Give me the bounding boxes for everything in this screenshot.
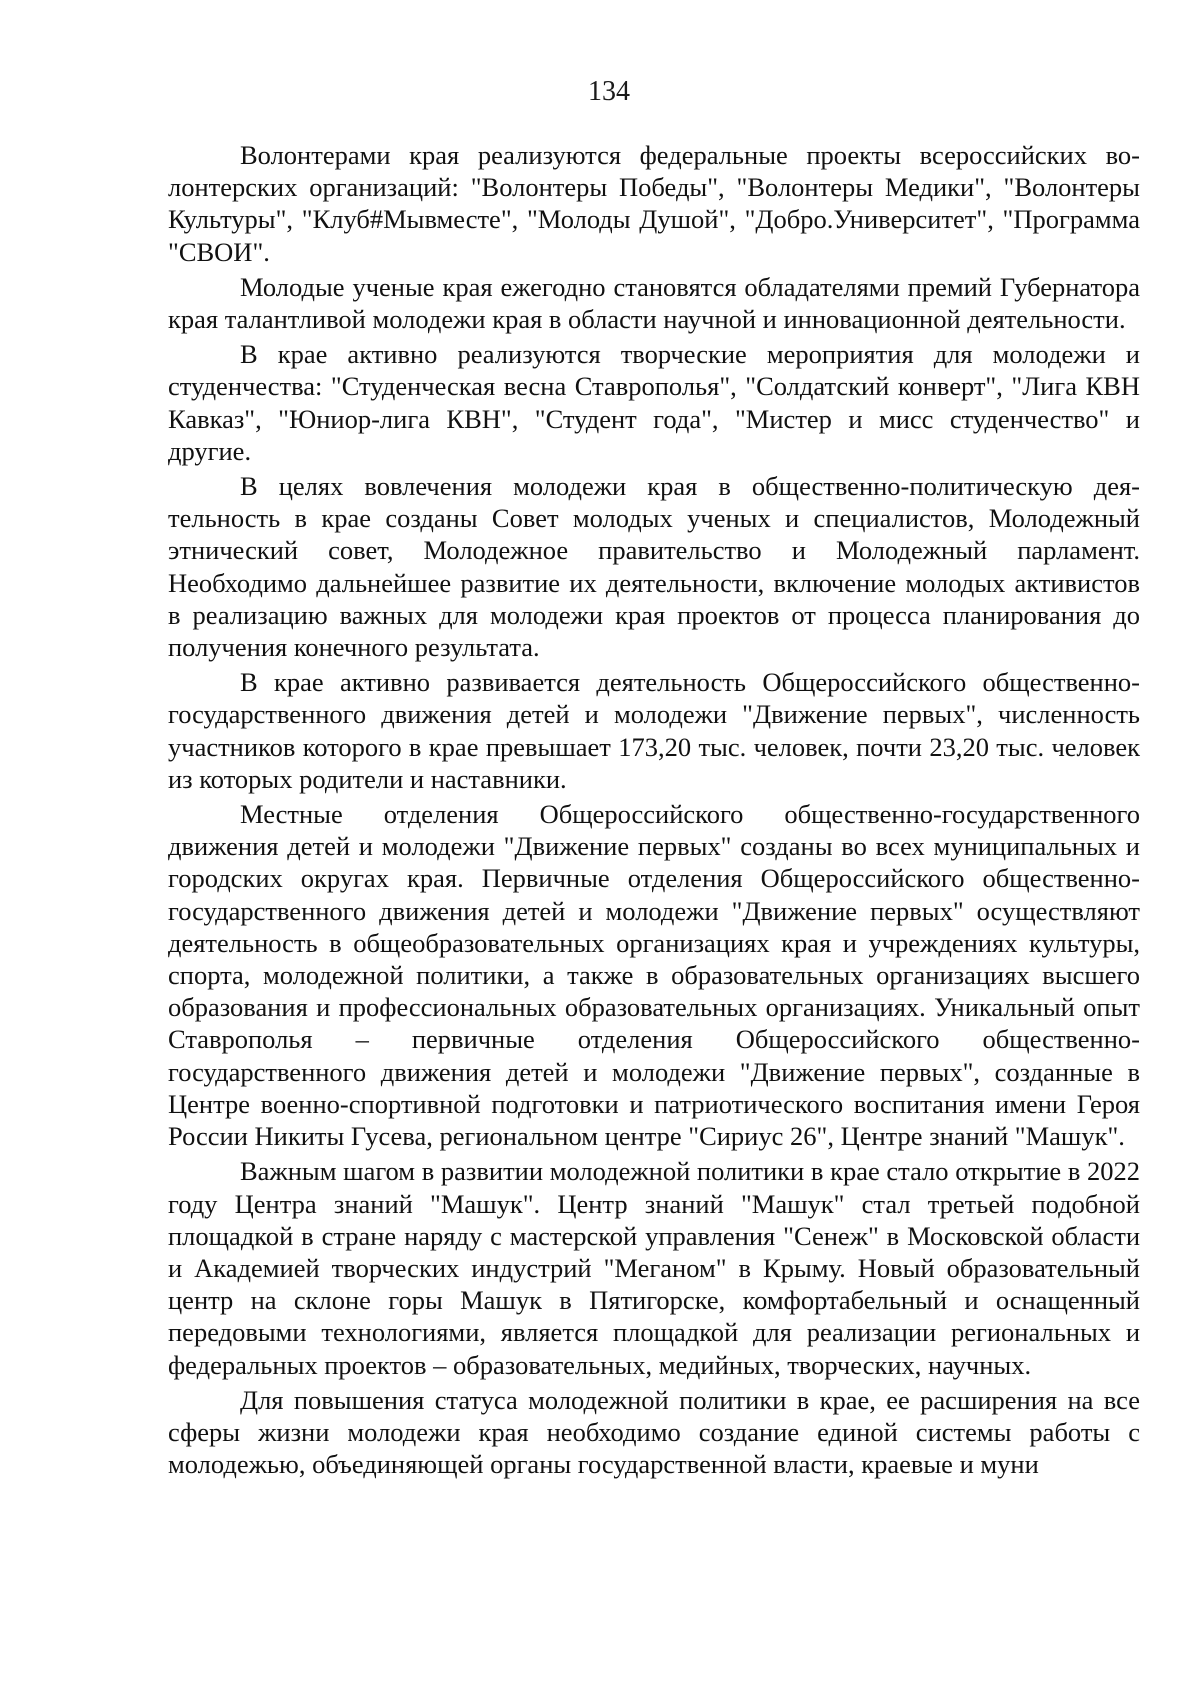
paragraph-local-branches: Местные отделения Общероссийского общественно-государственного движения детей и молодежи "Движение первых" созданы во всех муниципальных и городских округах края. Первичные отделения Общероссийского общественно-государственного движения детей и молодежи "Движение первых" осуществляют деятельность в общеобразовательных организациях края и учреждениях культуры, спорта, молодежной политики, а также в образовательных организациях высшего образования и профессиональных образовательных организациях. Уникальный опыт Ставрополья – первичные отделения Общероссийского общественно-государственного движения детей и молодежи "Движение первых", созданные в Центре военно-спортивной подготовки и патриотического воспитания имени Героя России Никиты Гусева, региональном центре "Сириус 26", Центре знаний "Машук". <box>168 799 1140 1152</box>
paragraph-volunteer-projects: Волонтерами края реализуются федеральные проекты всероссийских волонтерских организаций: "Волонтеры Победы", "Волонтеры Медики", "Волонтеры Культуры", "Клуб#Мывместе", "Молоды Душой", "Добро.Университет", "Программа "СВОИ". <box>168 140 1140 267</box>
paragraph-youth-councils: В целях вовлечения молодежи края в общественно-политическую деятельность в крае созданы Совет молодых ученых и специалистов, Молодежный этнический совет, Молодежное правительство и Молодежный парламент. Необходимо дальнейшее развитие их деятельности, включение молодых активистов в реализацию важных для молодежи края проектов от процесса планирования до получения конечного результата. <box>168 471 1140 663</box>
paragraph-movement-first: В крае активно развивается деятельность Общероссийского общественно-государственного движения детей и молодежи "Движение первых", численность участников которого в крае превышает 173,20 тыс. человек, почти 23,20 тыс. человек из которых родители и наставники. <box>168 667 1140 794</box>
paragraph-creative-events: В крае активно реализуются творческие мероприятия для молодежи и студенчества: "Студенческая весна Ставрополья", "Солдатский конверт", "Лига КВН Кавказ", "Юниор-лига КВН", "Студент года", "Мистер и мисс студенчество" и другие. <box>168 339 1140 466</box>
document-body <box>168 139 1140 1480</box>
paragraph-young-scientists: Молодые ученые края ежегодно становятся обладателями премий Губернатора края талантливой молодежи края в области научной и инновационной деятельности. <box>168 271 1140 335</box>
page-number: 134 <box>588 76 630 107</box>
paragraph-mashuk-center: Важным шагом в развитии молодежной политики в крае стало открытие в 2022 году Центра знаний "Машук". Центр знаний "Машук" стал третьей подобной площадкой в стране наряду с мастерской управления "Сенеж" в Московской области и Академией творческих индустрий "Меганом" в Крыму. Новый образовательный центр на склоне горы Машук в Пятигорске, комфортабельный и оснащенный передовыми технологиями, является площадкой для реализации региональных и федеральных проектов – образовательных, медийных, творческих, научных. <box>168 1156 1140 1380</box>
paragraph-unified-system: Для повышения статуса молодежной политики в крае, ее расширения на все сферы жизни молодежи края необходимо создание единой системы работы с молодежью, объединяющей органы государственной власти, краевые и муни <box>168 1384 1140 1480</box>
